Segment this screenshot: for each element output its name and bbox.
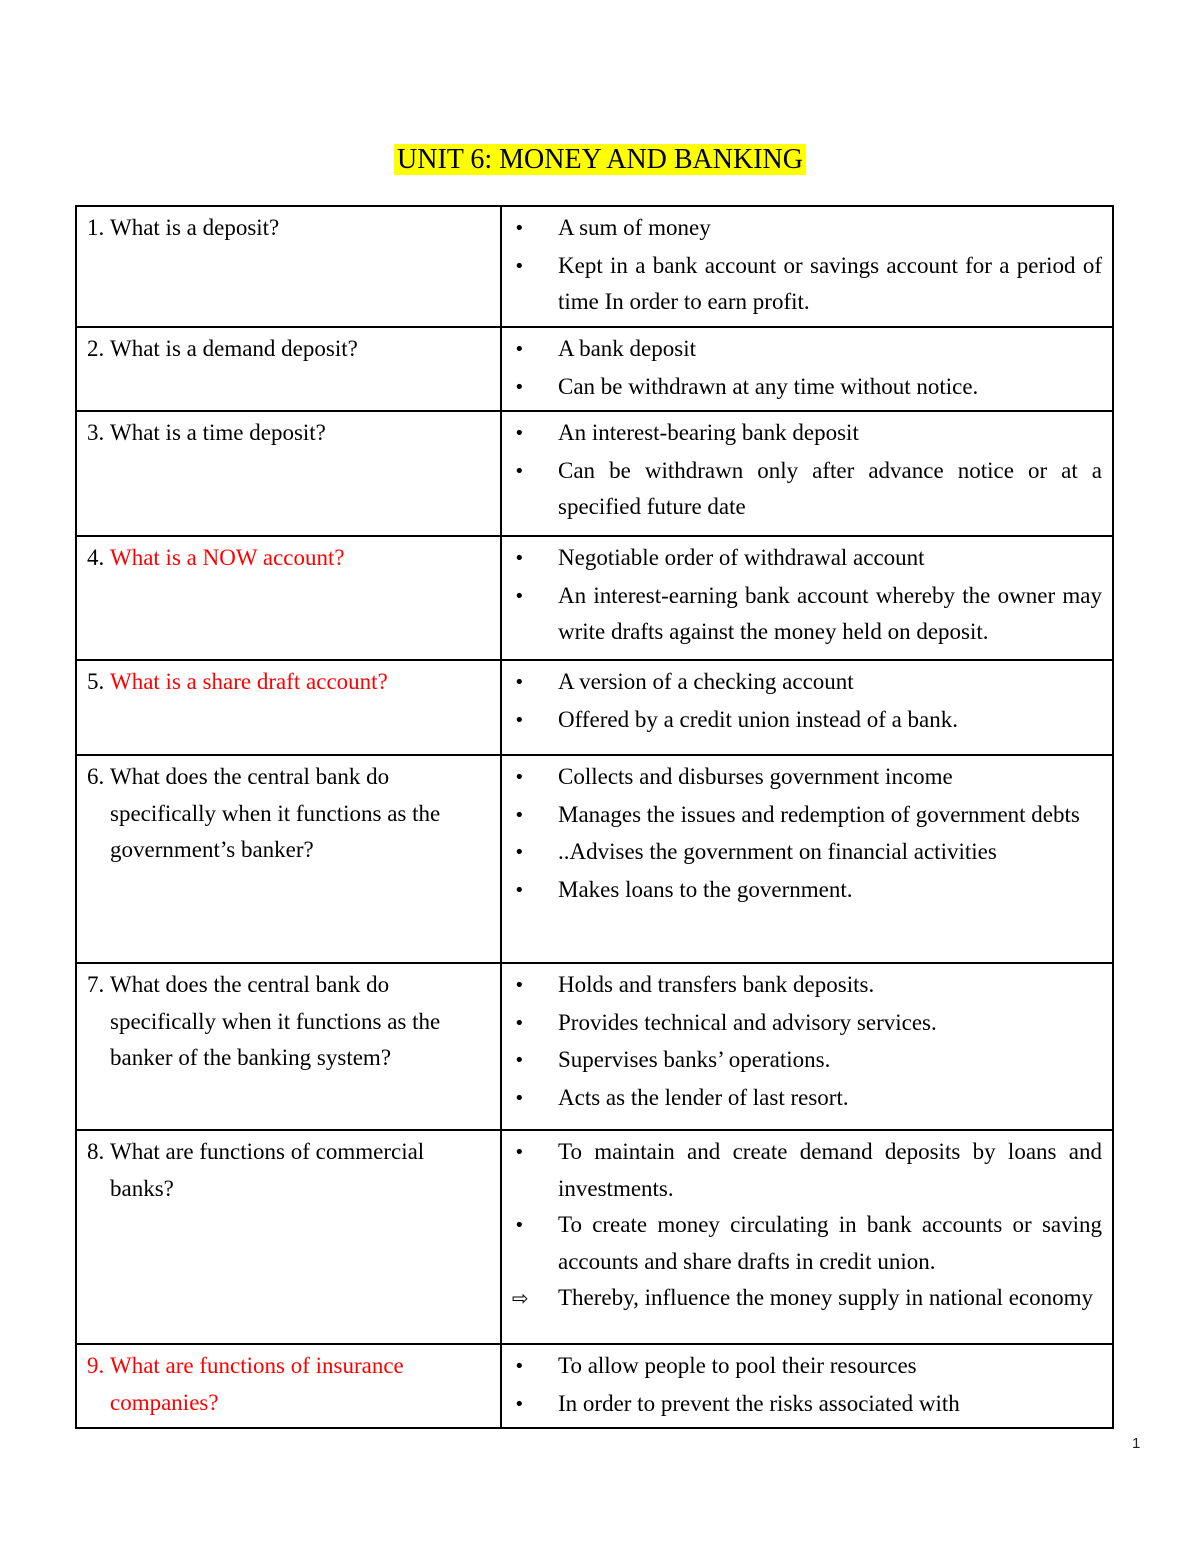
list-item	[512, 1207, 1102, 1280]
bullet-icon	[512, 967, 558, 1005]
answer-cell	[501, 755, 1113, 963]
list-item	[512, 759, 1102, 797]
list-item	[512, 369, 1102, 407]
question-cell	[76, 1130, 501, 1344]
question-line	[87, 331, 490, 368]
question-number: 9.	[87, 1353, 105, 1378]
bullet-icon	[512, 210, 558, 248]
question-cell	[76, 206, 501, 327]
answer-text: A version of a checking account	[558, 669, 854, 694]
answer-cell	[501, 206, 1113, 327]
bullet-icon	[512, 1042, 558, 1080]
list-item	[512, 453, 1102, 526]
answer-text: Negotiable order of withdrawal account	[558, 545, 925, 570]
table-row	[76, 660, 1113, 755]
list-item	[512, 664, 1102, 702]
question-cell	[76, 963, 501, 1130]
answer-cell	[501, 963, 1113, 1130]
question-text: What is a NOW account?	[110, 545, 345, 570]
question-cell	[76, 660, 501, 755]
answer-list	[512, 210, 1102, 321]
answer-text: Can be withdrawn only after advance notice or at a specified future date	[558, 457, 1102, 519]
bullet-icon	[512, 1386, 558, 1424]
bullet-icon	[512, 1080, 558, 1118]
answer-text: An interest-earning bank account whereby the owner may write drafts against the money held on deposit.	[558, 582, 1102, 644]
table-row	[76, 327, 1113, 411]
question-text: What are functions of commercial banks?	[110, 1139, 425, 1201]
question-line	[87, 967, 490, 1077]
list-item	[512, 797, 1102, 835]
question-line	[87, 415, 490, 452]
document-title-text: UNIT 6: MONEY AND BANKING	[394, 144, 806, 175]
page-number: 1	[1132, 1435, 1141, 1452]
list-item	[512, 210, 1102, 248]
question-line	[87, 759, 490, 869]
answer-text: Collects and disburses government income	[558, 764, 953, 789]
answer-text: An interest-bearing bank deposit	[558, 420, 859, 445]
answer-text: In order to prevent the risks associated with	[558, 1390, 960, 1416]
list-item	[512, 1386, 1102, 1424]
bullet-icon	[512, 331, 558, 369]
list-item	[512, 1042, 1102, 1080]
list-item	[512, 967, 1102, 1005]
question-number: 5.	[87, 669, 105, 694]
answer-text: To create money circulating in bank accounts or saving accounts and share drafts in credit union.	[558, 1212, 1102, 1274]
answer-text: Kept in a bank account or savings account for a period of time In order to earn profit.	[558, 252, 1102, 314]
bullet-icon	[512, 369, 558, 407]
document-title	[0, 140, 1200, 180]
table-row	[76, 411, 1113, 536]
question-text: What does the central bank do specifically when it functions as the banker of the banking system?	[110, 972, 441, 1070]
question-text: What is a time deposit?	[110, 420, 326, 445]
answer-text: Acts as the lender of last resort.	[558, 1084, 849, 1110]
list-item	[512, 872, 1102, 910]
answer-list	[512, 331, 1102, 406]
answer-cell	[501, 1344, 1113, 1428]
list-item	[512, 1080, 1102, 1118]
bullet-icon	[512, 797, 558, 835]
list-item	[512, 248, 1102, 321]
list-item	[512, 1134, 1102, 1207]
question-cell	[76, 411, 501, 536]
list-item	[512, 540, 1102, 578]
answer-text: Can be withdrawn at any time without notice.	[558, 373, 979, 399]
answer-text: To allow people to pool their resources	[558, 1353, 917, 1378]
question-number: 3.	[87, 420, 105, 445]
answer-list	[512, 1348, 1102, 1423]
bullet-icon	[512, 578, 558, 651]
answer-text: A bank deposit	[558, 336, 696, 361]
bullet-icon	[512, 1005, 558, 1043]
list-item	[512, 415, 1102, 453]
answer-list	[512, 759, 1102, 909]
table-row	[76, 206, 1113, 327]
bullet-icon	[512, 1348, 558, 1386]
qa-table	[75, 205, 1114, 1429]
list-item	[512, 1348, 1102, 1386]
question-text: What is a deposit?	[110, 215, 280, 240]
table-row	[76, 963, 1113, 1130]
bullet-icon	[512, 415, 558, 453]
answer-cell	[501, 660, 1113, 755]
answer-text: ..Advises the government on financial activities	[558, 839, 997, 864]
bullet-icon	[512, 1134, 558, 1207]
table-row	[76, 1130, 1113, 1344]
answer-list	[512, 415, 1102, 526]
question-cell	[76, 1344, 501, 1428]
question-number: 6.	[87, 764, 105, 789]
question-cell	[76, 536, 501, 660]
list-item	[512, 834, 1102, 872]
answer-text: Offered by a credit union instead of a bank.	[558, 706, 959, 732]
answer-text: To maintain and create demand deposits by loans and investments.	[558, 1139, 1102, 1201]
answer-text: Provides technical and advisory services.	[558, 1009, 937, 1035]
bullet-icon	[512, 664, 558, 702]
bullet-icon	[512, 248, 558, 321]
list-item	[512, 702, 1102, 740]
table-row	[76, 1344, 1113, 1428]
question-number: 2.	[87, 336, 105, 361]
question-number: 4.	[87, 545, 105, 570]
question-number: 1.	[87, 215, 105, 240]
answer-text: Makes loans to the government.	[558, 876, 853, 902]
answer-cell	[501, 1130, 1113, 1344]
list-item	[512, 1280, 1102, 1317]
bullet-icon	[512, 759, 558, 797]
answer-list	[512, 540, 1102, 651]
question-text: What is a demand deposit?	[110, 336, 358, 361]
bullet-icon	[512, 540, 558, 578]
list-item	[512, 331, 1102, 369]
answer-list	[512, 664, 1102, 739]
question-cell	[76, 327, 501, 411]
table-row	[76, 536, 1113, 660]
question-line	[87, 664, 490, 701]
answer-text: Manages the issues and redemption of government debts	[558, 801, 1080, 827]
bullet-icon	[512, 453, 558, 526]
bullet-icon	[512, 834, 558, 872]
list-item	[512, 1005, 1102, 1043]
answer-text: Holds and transfers bank deposits.	[558, 972, 875, 997]
answer-text: A sum of money	[558, 215, 711, 240]
question-cell	[76, 755, 501, 963]
list-item	[512, 578, 1102, 651]
table-row	[76, 755, 1113, 963]
answer-cell	[501, 536, 1113, 660]
qa-table-body	[76, 206, 1113, 1428]
question-line	[87, 210, 490, 247]
answer-list	[512, 1134, 1102, 1317]
arrow-icon: ⇨	[512, 1286, 529, 1310]
answer-cell	[501, 327, 1113, 411]
question-line	[87, 1134, 490, 1207]
question-line	[87, 1348, 490, 1421]
question-number: 8.	[87, 1139, 105, 1164]
question-number: 7.	[87, 972, 105, 997]
bullet-icon	[512, 872, 558, 910]
question-line	[87, 540, 490, 577]
answer-text: Thereby, influence the money supply in national economy	[558, 1285, 1094, 1310]
bullet-icon	[512, 1207, 558, 1280]
question-text: What does the central bank do specifically when it functions as the government’s banker?	[110, 764, 441, 862]
question-text: What is a share draft account?	[110, 669, 388, 694]
answer-text: Supervises banks’ operations.	[558, 1047, 831, 1072]
answer-list	[512, 967, 1102, 1117]
answer-cell	[501, 411, 1113, 536]
question-text: What are functions of insurance companies?	[110, 1353, 404, 1415]
bullet-icon	[512, 702, 558, 740]
